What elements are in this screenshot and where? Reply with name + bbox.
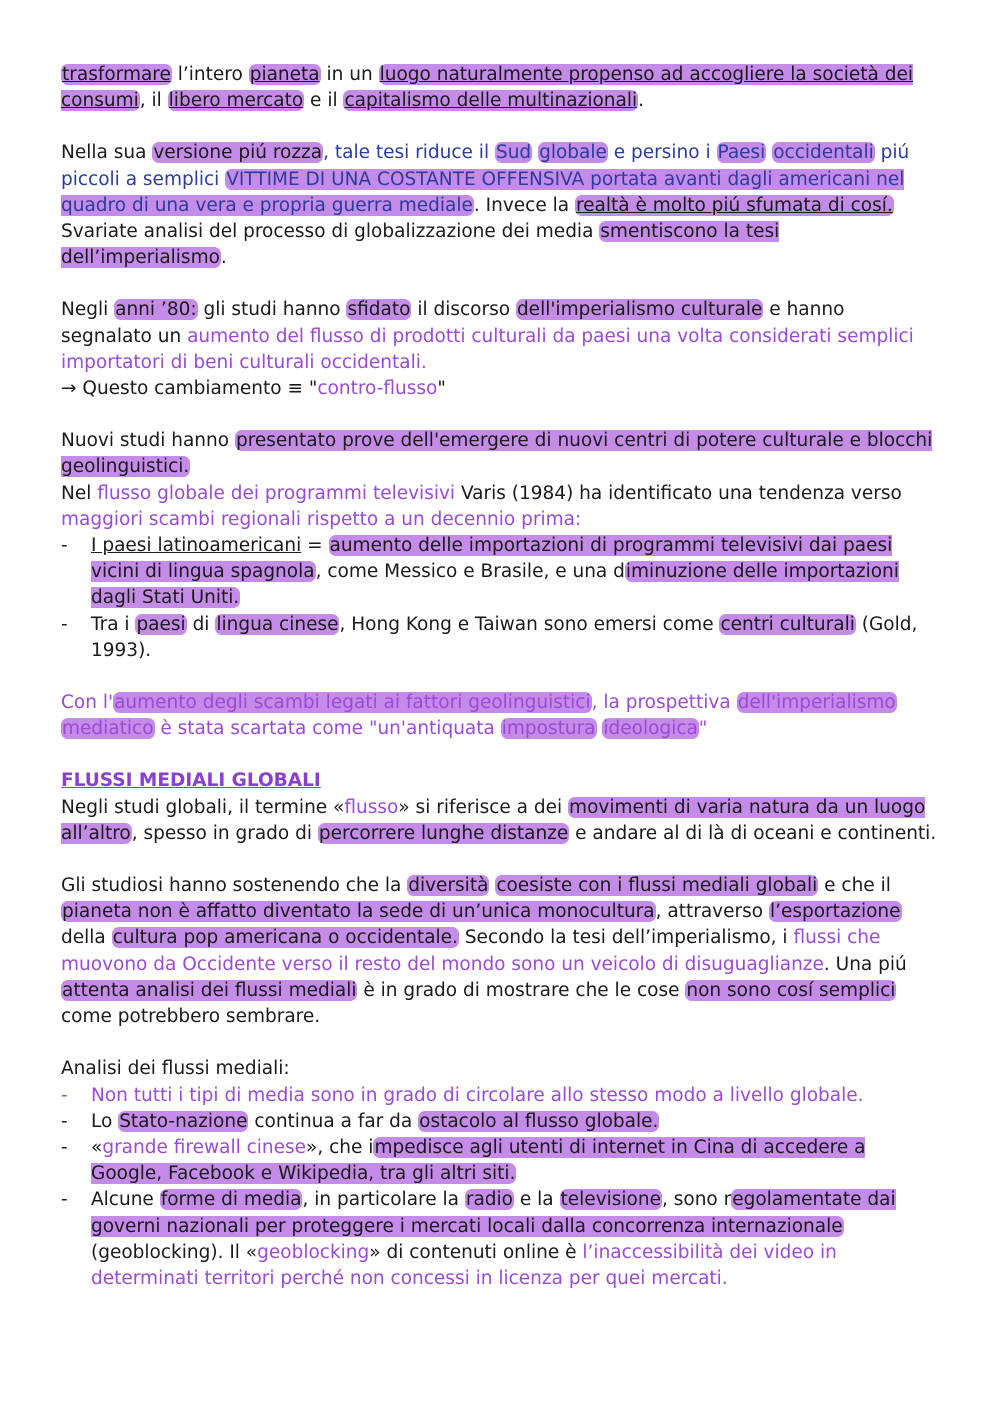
text-purple: l’inaccessibilità dei video in determinati territori perché non concessi in licenza per quei mercati. [91, 1241, 837, 1289]
highlight: dell'imperialismo [737, 692, 896, 714]
text: → Questo cambiamento ≡ " [61, 378, 318, 400]
highlight: mpedisce agli utenti di internet in Cina di accedere a Google, Facebook e Wikipedia, tra gli altri siti. [91, 1136, 866, 1185]
highlight: radio [465, 1189, 514, 1211]
text: è in grado di mostrare che le cose [357, 979, 686, 1001]
highlight: televisione [560, 1189, 661, 1211]
text: Secondo la tesi dell’imperialismo, i [458, 927, 794, 949]
list-item [61, 1109, 941, 1135]
text: « [91, 1136, 103, 1158]
text: , Hong Kong e Taiwan sono emersi come [339, 613, 720, 635]
highlight: movimenti di varia natura da un luogo all’altro [61, 796, 926, 844]
text: , attraverso [655, 901, 769, 923]
highlight: Sud [495, 142, 532, 164]
text-purple: contro-flusso [317, 378, 438, 400]
text: Nella sua [61, 142, 153, 164]
text: » si riferisce a dei [398, 796, 569, 818]
highlight: l’esportazione [769, 901, 901, 923]
text-purple: Con l' [61, 692, 114, 714]
list-item [61, 1187, 941, 1292]
highlight: egolamentate dai governi nazionali per proteggere i mercati locali dalla concorrenza internazionale [91, 1189, 896, 1237]
text: Nel [61, 482, 98, 504]
text: (geoblocking). Il « [91, 1241, 258, 1263]
text: Lo [91, 1110, 119, 1132]
list-item [61, 1083, 941, 1109]
text: di [186, 613, 216, 635]
text-purple: geoblocking [257, 1241, 370, 1263]
text: Nuovi studi hanno [61, 430, 235, 452]
regional-exchange-list [61, 533, 941, 664]
text: , sono r [661, 1189, 732, 1211]
text: Analisi dei flussi mediali: [61, 1058, 290, 1080]
text: . [220, 247, 227, 269]
text: l’intero [171, 64, 249, 85]
text-purple: maggiori scambi regionali rispetto a un decennio prima: [61, 508, 582, 530]
text: e la [514, 1189, 560, 1211]
highlight: non sono cosí semplici [686, 979, 896, 1001]
highlight: trasformare [62, 64, 171, 85]
highlight: versione piú rozza [153, 142, 323, 164]
text: Negli studi globali, il termine « [61, 796, 345, 818]
highlight: aumento degli scambi legati ai fattori geolinguistici [114, 692, 591, 714]
text: , in particolare la [302, 1189, 465, 1211]
list-item [61, 612, 941, 664]
highlight: cultura pop americana o occidentale. [112, 927, 458, 949]
highlight: Paesi [717, 142, 766, 164]
paragraph-flows-definition [61, 768, 941, 847]
text: . [638, 90, 645, 112]
text: e che il [818, 875, 891, 897]
text: Tra i [91, 613, 136, 635]
text: e hanno segnalato un [61, 299, 845, 347]
highlight: globale [539, 142, 607, 164]
text: " [437, 378, 446, 400]
text: Gli studiosi hanno sostenendo che la [61, 875, 408, 897]
text: I paesi latinoamericani [91, 535, 302, 557]
highlight: mediatico [62, 718, 154, 740]
text: , come Messico e Brasile, e una d [315, 561, 625, 583]
highlight: pianeta non è affatto diventato la sede di un’unica monocultura [62, 901, 655, 923]
document-page [61, 62, 941, 1292]
paragraph-analysis-title [61, 1056, 941, 1082]
text: in un [320, 64, 379, 85]
text-blue: piú piccoli a semplici [61, 142, 910, 190]
text: . Una piú [823, 953, 907, 975]
paragraph-diversity [61, 873, 941, 1030]
highlight: impostura [501, 718, 596, 740]
text-purple: flusso [344, 796, 399, 818]
text: Negli [61, 299, 115, 321]
highlight: aumento delle importazioni di programmi televisivi dai paesi vicini di lingua spagnola [91, 535, 893, 583]
highlight: percorrere lunghe distanze [318, 822, 569, 844]
highlight: iminuzione delle importazioni dagli Stati Uniti. [91, 561, 899, 609]
highlight: paesi [136, 613, 186, 635]
paragraph-thesis [61, 140, 941, 271]
highlight: centri culturali [720, 613, 855, 635]
text-purple: flussi che muovono da Occidente verso il resto del mondo sono un veicolo di disuguaglianze [61, 927, 881, 975]
text-purple: è stata scartata come "un'antiquata [154, 718, 501, 740]
text: . Invece la [473, 194, 575, 216]
section-heading: FLUSSI MEDIALI GLOBALI [61, 770, 321, 792]
highlight: presentato prove dell'emergere di nuovi centri di potere culturale e blocchi geolinguistici. [61, 430, 933, 478]
media-flow-analysis-list [61, 1083, 941, 1293]
text: continua a far da [248, 1110, 419, 1132]
text: come potrebbero sembrare. [61, 1006, 321, 1028]
text: Alcune [91, 1189, 160, 1211]
text: Svariate analisi del processo di globalizzazione dei media [61, 221, 600, 243]
text-purple: aumento del flusso di prodotti culturali da paesi una volta considerati semplici importatori di beni culturali occidentali. [61, 325, 914, 373]
highlight: luogo naturalmente propenso ad accogliere la società dei consumi [61, 64, 914, 112]
text-blue: , tale tesi riduce il [323, 142, 495, 164]
list-item [61, 1135, 941, 1187]
paragraph-eighties [61, 297, 941, 402]
highlight: ideologica [603, 718, 698, 740]
text: » di contenuti online è [369, 1241, 583, 1263]
highlight: pianeta [249, 64, 320, 85]
highlight: smentiscono la tesi dell’imperialismo [61, 221, 780, 269]
highlight: Stato-nazione [119, 1110, 248, 1132]
text: e andare al di là di oceani e continenti. [569, 822, 937, 844]
text: (Gold, 1993). [91, 613, 918, 661]
highlight: forme di media [160, 1189, 302, 1211]
text: , spesso in grado di [131, 822, 318, 844]
highlight: libero mercato [168, 90, 304, 112]
highlight: sfidato [347, 299, 411, 321]
highlight: VITTIME DI UNA COSTANTE OFFENSIVA portata avanti dagli americani nel quadro di una vera e propria guerra mediale [61, 168, 905, 216]
highlight: anni ’80: [115, 299, 197, 321]
highlight: diversità [408, 875, 489, 897]
text-purple: Non tutti i tipi di media sono in grado di circolare allo stesso modo a livello globale. [91, 1084, 864, 1106]
paragraph-new-studies [61, 428, 941, 533]
text-purple: " [698, 718, 708, 740]
text: e il [304, 90, 344, 112]
text-blue: e persino i [607, 142, 717, 164]
highlight: realtà è molto piú sfumata di cosí. [575, 194, 893, 216]
paragraph-intro [61, 62, 941, 114]
text-purple: , la prospettiva [591, 692, 737, 714]
text: Varis (1984) ha identificato una tendenza verso [455, 482, 902, 504]
text: , il [139, 90, 168, 112]
highlight: dell'imperialismo culturale [516, 299, 763, 321]
text-purple: grande firewall cinese [102, 1136, 307, 1158]
text: », che i [306, 1136, 374, 1158]
highlight: occidentali [773, 142, 874, 164]
highlight: attenta analisi dei flussi mediali [62, 979, 357, 1001]
highlight: coesiste con i flussi mediali globali [496, 875, 818, 897]
text: = [301, 535, 329, 557]
highlight: ostacolo al flusso globale. [419, 1110, 659, 1132]
text-purple: flusso globale dei programmi televisivi [97, 482, 456, 504]
highlight: lingua cinese [216, 613, 339, 635]
list-item [61, 533, 941, 612]
text: gli studi hanno [197, 299, 347, 321]
text: della [61, 927, 112, 949]
text: il discorso [411, 299, 516, 321]
paragraph-conclusion [61, 690, 941, 742]
highlight: capitalismo delle multinazionali [344, 90, 638, 112]
